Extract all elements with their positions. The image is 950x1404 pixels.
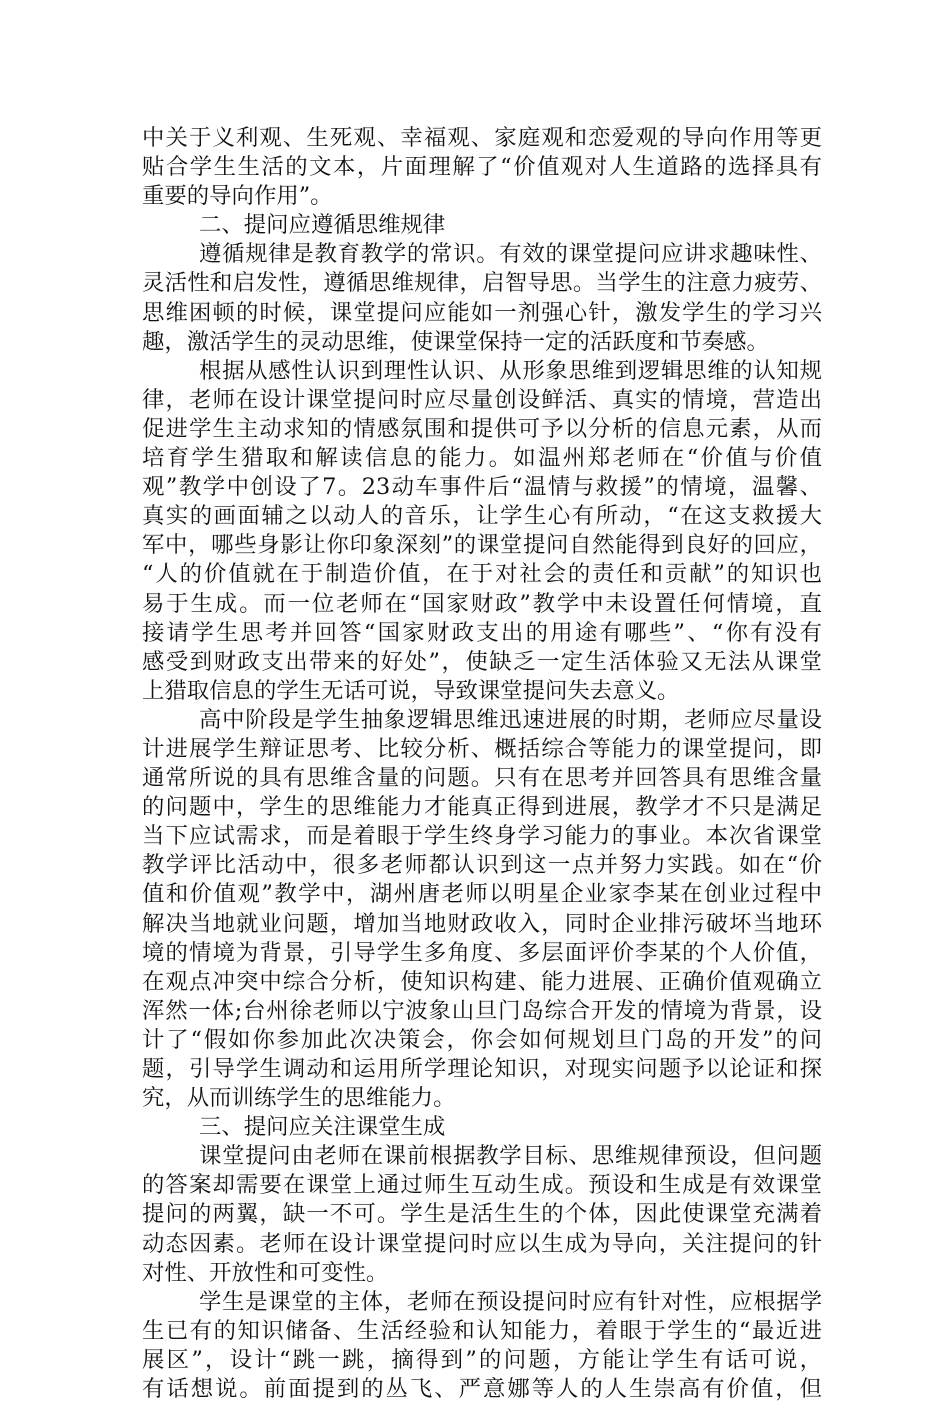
section-heading: 二、提问应遵循思维规律: [199, 212, 446, 239]
paragraph-line: 的问题中，学生的思维能力才能真正得到进展，教学才不只是满足: [142, 794, 822, 821]
paragraph-line: 展区”，设计“跳一跳，摘得到”的问题，方能让学生有话可说，: [142, 1346, 822, 1373]
paragraph-line: 军中，哪些身影让你印象深刻”的课堂提问自然能得到良好的回应，: [142, 532, 822, 559]
paragraph-line: 的答案却需要在课堂上通过师生互动生成。预设和生成是有效课堂: [142, 1172, 822, 1199]
paragraph-line: 灵活性和启发性，遵循思维规律，启智导思。当学生的注意力疲劳、: [142, 270, 822, 297]
paragraph-line: 培育学生猎取和解读信息的能力。如温州郑老师在“价值与价值: [142, 445, 822, 472]
paragraph-line: 律，老师在设计课堂提问时应尽量创设鲜活、真实的情境，营造出: [142, 386, 822, 413]
paragraph-line: 提问的两翼，缺一不可。学生是活生生的个体，因此使课堂充满着: [142, 1201, 822, 1228]
paragraph-line: 趣，激活学生的灵动思维，使课堂保持一定的活跃度和节奏感。: [142, 328, 769, 355]
section-heading: 三、提问应关注课堂生成: [199, 1114, 446, 1141]
paragraph-line: 上猎取信息的学生无话可说，导致课堂提问失去意义。: [142, 677, 680, 704]
paragraph-line: 教学评比活动中，很多老师都认识到这一点并努力实践。如在“价: [142, 852, 822, 879]
paragraph-line: 在观点冲突中综合分析，使知识构建、能力进展、正确价值观确立: [142, 968, 822, 995]
paragraph-line: 学生是课堂的主体，老师在预设提问时应有针对性，应根据学: [199, 1288, 822, 1315]
document-page: [142, 124, 822, 1404]
paragraph-line: 感受到财政支出带来的好处”，使缺乏一定生活体验又无法从课堂: [142, 648, 822, 675]
paragraph-line: 究，从而训练学生的思维能力。: [142, 1085, 456, 1112]
paragraph-line: 思维困顿的时候，课堂提问应能如一剂强心针，激发学生的学习兴: [142, 299, 822, 326]
paragraph-line: 遵循规律是教育教学的常识。有效的课堂提问应讲求趣味性、: [199, 241, 822, 268]
paragraph-line: 动态因素。老师在设计课堂提问时应以生成为导向，关注提问的针: [142, 1230, 822, 1257]
paragraph-line: 解决当地就业问题，增加当地财政收入，同时企业排污破坏当地环: [142, 910, 822, 937]
paragraph-line: 值和价值观”教学中，湖州唐老师以明星企业家李某在创业过程中: [142, 881, 822, 908]
paragraph-line: 生已有的知识储备、生活经验和认知能力，着眼于学生的“最近进: [142, 1317, 822, 1344]
paragraph-line: 中关于义利观、生死观、幸福观、家庭观和恋爱观的导向作用等更: [142, 125, 822, 151]
paragraph-line: 高中阶段是学生抽象逻辑思维迅速进展的时期，老师应尽量设: [199, 706, 822, 733]
paragraph-line: 境的情境为背景，引导学生多角度、多层面评价李某的个人价值，: [142, 939, 822, 966]
paragraph-line: 根据从感性认识到理性认识、从形象思维到逻辑思维的认知规: [199, 357, 822, 384]
paragraph-line: 课堂提问由老师在课前根据教学目标、思维规律预设，但问题: [199, 1143, 822, 1170]
paragraph-line: “人的价值就在于制造价值，在于对社会的责任和贡献”的知识也: [142, 561, 822, 588]
paragraph-line: 易于生成。而一位老师在“国家财政”教学中未设置任何情境，直: [142, 590, 822, 617]
paragraph-line: 题，引导学生调动和运用所学理论知识，对现实问题予以论证和探: [142, 1056, 822, 1082]
paragraph-line: 贴合学生生活的文本，片面理解了“价值观对人生道路的选择具有: [142, 154, 822, 181]
paragraph-line: 计了“假如你参加此次决策会，你会如何规划旦门岛的开发”的问: [142, 1026, 822, 1053]
paragraph-line: 有话想说。前面提到的丛飞、严意娜等人的人生崇高有价值，但: [142, 1376, 822, 1403]
paragraph-line: 观”教学中创设了7。23动车事件后“温情与救援”的情境，温馨、: [142, 474, 822, 501]
paragraph-line: 真实的画面辅之以动人的音乐，让学生心有所动，“在这支救援大: [142, 503, 822, 530]
paragraph-line: 重要的导向作用”。: [142, 183, 333, 210]
paragraph-line: 对性、开放性和可变性。: [142, 1259, 389, 1286]
paragraph-line: 计进展学生辩证思考、比较分析、概括综合等能力的课堂提问，即: [142, 735, 822, 762]
paragraph-line: 促进学生主动求知的情感氛围和提供可予以分析的信息元素，从而: [142, 415, 822, 442]
paragraph-line: 通常所说的具有思维含量的问题。只有在思考并回答具有思维含量: [142, 765, 822, 792]
paragraph-line: 浑然一体;台州徐老师以宁波象山旦门岛综合开发的情境为背景，设: [142, 997, 822, 1024]
paragraph-line: 接请学生思考并回答“国家财政支出的用途有哪些”、“你有没有: [142, 619, 822, 646]
paragraph-line: 当下应试需求，而是着眼于学生终身学习能力的事业。本次省课堂: [142, 823, 822, 850]
